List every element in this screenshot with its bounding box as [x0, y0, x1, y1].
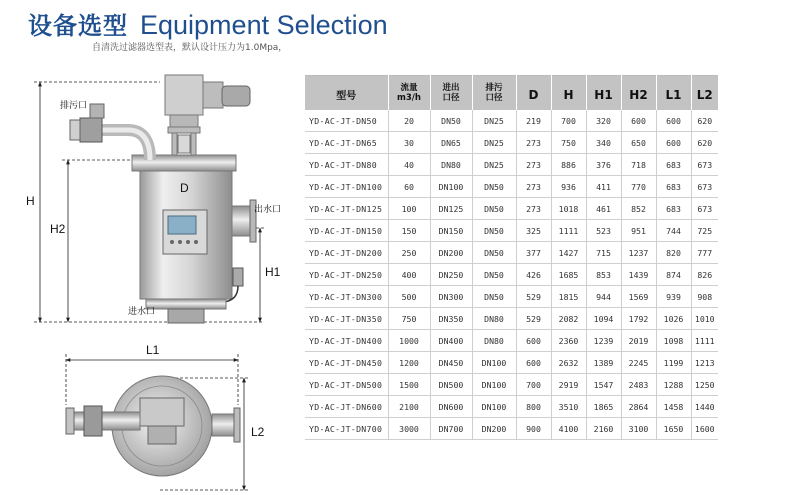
- table-cell: 40: [388, 154, 430, 176]
- model-cell: YD-AC-JT-DN250: [305, 264, 388, 286]
- table-cell: 1569: [621, 286, 656, 308]
- table-cell: 1458: [656, 396, 691, 418]
- table-cell: 683: [656, 176, 691, 198]
- table-cell: DN50: [472, 198, 516, 220]
- table-cell: 411: [586, 176, 621, 198]
- table-cell: 600: [656, 110, 691, 132]
- table-cell: 1111: [691, 330, 718, 352]
- page-title: [28, 6, 388, 40]
- table-cell: DN50: [430, 110, 472, 132]
- table-cell: 2160: [586, 418, 621, 440]
- table-cell: 325: [516, 220, 551, 242]
- table-row: [305, 374, 718, 396]
- model-cell: YD-AC-JT-DN50: [305, 110, 388, 132]
- table-cell: 936: [551, 176, 586, 198]
- table-cell: 777: [691, 242, 718, 264]
- table-cell: DN80: [472, 308, 516, 330]
- model-cell: YD-AC-JT-DN300: [305, 286, 388, 308]
- column-header: [472, 76, 516, 111]
- table-cell: 1250: [691, 374, 718, 396]
- table-cell: 826: [691, 264, 718, 286]
- table-cell: 673: [691, 176, 718, 198]
- inlet-pipe: [168, 309, 204, 323]
- table-cell: 700: [551, 110, 586, 132]
- table-cell: DN450: [430, 352, 472, 374]
- table-row: [305, 132, 718, 154]
- label-drain: 排污口: [60, 101, 88, 111]
- model-cell: YD-AC-JT-DN65: [305, 132, 388, 154]
- column-header: [430, 76, 472, 111]
- table-cell: 750: [388, 308, 430, 330]
- column-header-line: 排污: [485, 82, 503, 93]
- table-cell: 1685: [551, 264, 586, 286]
- table-cell: DN80: [472, 330, 516, 352]
- table-cell: 1865: [586, 396, 621, 418]
- model-cell: YD-AC-JT-DN400: [305, 330, 388, 352]
- table-cell: 150: [388, 220, 430, 242]
- column-header-label: 型号: [336, 90, 357, 102]
- column-header: [516, 76, 551, 111]
- column-header-line: 进出: [442, 82, 460, 93]
- outlet-pipe: [232, 200, 256, 242]
- table-cell: 1213: [691, 352, 718, 374]
- model-cell: YD-AC-JT-DN200: [305, 242, 388, 264]
- table-row: [305, 286, 718, 308]
- table-cell: DN350: [430, 308, 472, 330]
- table-cell: 376: [586, 154, 621, 176]
- table-cell: 951: [621, 220, 656, 242]
- table-cell: 600: [516, 330, 551, 352]
- table-cell: 908: [691, 286, 718, 308]
- column-header: [305, 76, 388, 111]
- column-header: [621, 76, 656, 111]
- column-header-line: 口径: [485, 92, 503, 103]
- table-cell: 1200: [388, 352, 430, 374]
- table-cell: DN50: [472, 220, 516, 242]
- table-cell: 529: [516, 308, 551, 330]
- table-cell: 273: [516, 198, 551, 220]
- table-cell: 1440: [691, 396, 718, 418]
- column-header-label: H2: [629, 87, 648, 102]
- table-cell: 250: [388, 242, 430, 264]
- table-cell: 770: [621, 176, 656, 198]
- model-cell: YD-AC-JT-DN350: [305, 308, 388, 330]
- table-cell: DN100: [430, 176, 472, 198]
- table-cell: 3100: [621, 418, 656, 440]
- table-cell: 100: [388, 198, 430, 220]
- column-header: [656, 76, 691, 111]
- table-cell: DN600: [430, 396, 472, 418]
- table-cell: 900: [516, 418, 551, 440]
- table-cell: DN400: [430, 330, 472, 352]
- table-row: [305, 264, 718, 286]
- table-cell: 600: [621, 110, 656, 132]
- table-header: [305, 76, 718, 111]
- label-inlet: 进水口: [128, 307, 156, 317]
- top-view-motor: [140, 398, 184, 426]
- table-cell: 2245: [621, 352, 656, 374]
- table-cell: 718: [621, 154, 656, 176]
- table-cell: 2864: [621, 396, 656, 418]
- table-row: [305, 308, 718, 330]
- table-cell: 2919: [551, 374, 586, 396]
- table-cell: 2082: [551, 308, 586, 330]
- table-row: [305, 198, 718, 220]
- selection-table: [305, 75, 718, 440]
- table-cell: 1000: [388, 330, 430, 352]
- table-body: [305, 110, 718, 440]
- table-cell: DN50: [472, 264, 516, 286]
- model-cell: YD-AC-JT-DN150: [305, 220, 388, 242]
- table-cell: DN100: [472, 396, 516, 418]
- table-cell: 1288: [656, 374, 691, 396]
- column-header-line: m3/h: [397, 92, 421, 103]
- table-cell: 2100: [388, 396, 430, 418]
- table-cell: DN25: [472, 154, 516, 176]
- table-cell: 273: [516, 132, 551, 154]
- table-cell: 853: [586, 264, 621, 286]
- table-cell: DN25: [472, 110, 516, 132]
- table-cell: 1018: [551, 198, 586, 220]
- label-L1: L1: [146, 343, 160, 357]
- table-cell: 1026: [656, 308, 691, 330]
- table-cell: 1094: [586, 308, 621, 330]
- table-cell: DN200: [430, 242, 472, 264]
- control-panel: [163, 210, 207, 254]
- column-header: [691, 76, 718, 111]
- table-cell: 715: [586, 242, 621, 264]
- table-cell: 3510: [551, 396, 586, 418]
- top-view: [66, 354, 250, 490]
- title-english: Equipment Selection: [140, 10, 388, 40]
- column-header-label: D: [528, 87, 539, 102]
- table-row: [305, 220, 718, 242]
- table-cell: 219: [516, 110, 551, 132]
- table-cell: 600: [516, 352, 551, 374]
- table-cell: 461: [586, 198, 621, 220]
- table-cell: 20: [388, 110, 430, 132]
- table-cell: 1427: [551, 242, 586, 264]
- label-outlet: 出水口: [254, 205, 282, 215]
- column-header: [388, 76, 430, 111]
- table-cell: 273: [516, 154, 551, 176]
- table-cell: DN50: [472, 286, 516, 308]
- table-row: [305, 110, 718, 132]
- table-row: [305, 330, 718, 352]
- table-cell: 1239: [586, 330, 621, 352]
- table-cell: 683: [656, 198, 691, 220]
- table-cell: 1199: [656, 352, 691, 374]
- table-cell: 3000: [388, 418, 430, 440]
- table-cell: DN500: [430, 374, 472, 396]
- table-row: [305, 418, 718, 440]
- table-cell: DN80: [430, 154, 472, 176]
- table-cell: 1439: [621, 264, 656, 286]
- table-cell: 2632: [551, 352, 586, 374]
- table-cell: 400: [388, 264, 430, 286]
- table-cell: DN100: [472, 352, 516, 374]
- table-cell: 2360: [551, 330, 586, 352]
- subtitle: 自清洗过滤器选型表，默认设计压力为1.0Mpa，: [92, 43, 288, 53]
- table-cell: DN150: [430, 220, 472, 242]
- table-cell: 750: [551, 132, 586, 154]
- table-cell: 4100: [551, 418, 586, 440]
- table-cell: 523: [586, 220, 621, 242]
- table-cell: 1098: [656, 330, 691, 352]
- table-cell: 320: [586, 110, 621, 132]
- table-cell: 1010: [691, 308, 718, 330]
- model-cell: YD-AC-JT-DN100: [305, 176, 388, 198]
- model-cell: YD-AC-JT-DN80: [305, 154, 388, 176]
- model-cell: YD-AC-JT-DN500: [305, 374, 388, 396]
- table-cell: 620: [691, 110, 718, 132]
- table-cell: 2019: [621, 330, 656, 352]
- table-cell: 340: [586, 132, 621, 154]
- table-cell: DN300: [430, 286, 472, 308]
- table-cell: 800: [516, 396, 551, 418]
- label-L2: L2: [251, 425, 265, 439]
- table-cell: DN100: [472, 374, 516, 396]
- table-cell: 820: [656, 242, 691, 264]
- table-cell: 600: [656, 132, 691, 154]
- table-cell: 426: [516, 264, 551, 286]
- table-cell: DN50: [472, 242, 516, 264]
- table-cell: 620: [691, 132, 718, 154]
- table-row: [305, 154, 718, 176]
- table-cell: DN125: [430, 198, 472, 220]
- table-cell: 852: [621, 198, 656, 220]
- table-cell: DN25: [472, 132, 516, 154]
- table-cell: 886: [551, 154, 586, 176]
- label-H2: H2: [50, 222, 66, 236]
- table-cell: 529: [516, 286, 551, 308]
- table-cell: 744: [656, 220, 691, 242]
- model-cell: YD-AC-JT-DN600: [305, 396, 388, 418]
- label-D: D: [180, 181, 189, 195]
- table-cell: DN65: [430, 132, 472, 154]
- column-header-label: H1: [594, 87, 613, 102]
- table-cell: 1237: [621, 242, 656, 264]
- table-cell: 377: [516, 242, 551, 264]
- model-cell: YD-AC-JT-DN450: [305, 352, 388, 374]
- table-cell: 700: [516, 374, 551, 396]
- table-cell: DN700: [430, 418, 472, 440]
- model-cell: YD-AC-JT-DN700: [305, 418, 388, 440]
- table-cell: 1650: [656, 418, 691, 440]
- table-row: [305, 242, 718, 264]
- table-row: [305, 396, 718, 418]
- table-cell: 673: [691, 198, 718, 220]
- table-row: [305, 176, 718, 198]
- table-cell: DN250: [430, 264, 472, 286]
- table-cell: 30: [388, 132, 430, 154]
- model-cell: YD-AC-JT-DN125: [305, 198, 388, 220]
- label-H1: H1: [265, 265, 281, 279]
- table-cell: 1815: [551, 286, 586, 308]
- column-header-label: L1: [665, 87, 682, 102]
- column-header-label: L2: [696, 87, 713, 102]
- front-view: [34, 75, 266, 323]
- motor-icon: [165, 75, 250, 127]
- table-row: [305, 352, 718, 374]
- table-cell: 944: [586, 286, 621, 308]
- drain-pipe: [70, 104, 150, 160]
- title-chinese: 设备选型: [28, 12, 128, 40]
- table-cell: 1111: [551, 220, 586, 242]
- table-cell: 939: [656, 286, 691, 308]
- table-cell: 1600: [691, 418, 718, 440]
- drive-frame: [168, 127, 200, 155]
- table-cell: DN50: [472, 176, 516, 198]
- top-view-outlet: [212, 408, 240, 442]
- column-header-line: 流量: [400, 82, 418, 93]
- column-header-line: 口径: [442, 92, 460, 103]
- label-H: H: [26, 194, 35, 208]
- table-cell: 725: [691, 220, 718, 242]
- column-header: [551, 76, 586, 111]
- column-header: [586, 76, 621, 111]
- bottom-flange: [146, 299, 226, 309]
- table-cell: 1792: [621, 308, 656, 330]
- table-cell: 60: [388, 176, 430, 198]
- table-cell: 500: [388, 286, 430, 308]
- table-cell: 273: [516, 176, 551, 198]
- table-cell: 1547: [586, 374, 621, 396]
- table-cell: 874: [656, 264, 691, 286]
- header-row: [305, 76, 718, 111]
- table-cell: DN200: [472, 418, 516, 440]
- column-header-label: H: [563, 87, 574, 102]
- table-cell: 1500: [388, 374, 430, 396]
- table-cell: 2483: [621, 374, 656, 396]
- filter-dimension-drawing: [0, 60, 300, 495]
- table-cell: 1389: [586, 352, 621, 374]
- table-cell: 650: [621, 132, 656, 154]
- table-cell: 673: [691, 154, 718, 176]
- table-cell: 683: [656, 154, 691, 176]
